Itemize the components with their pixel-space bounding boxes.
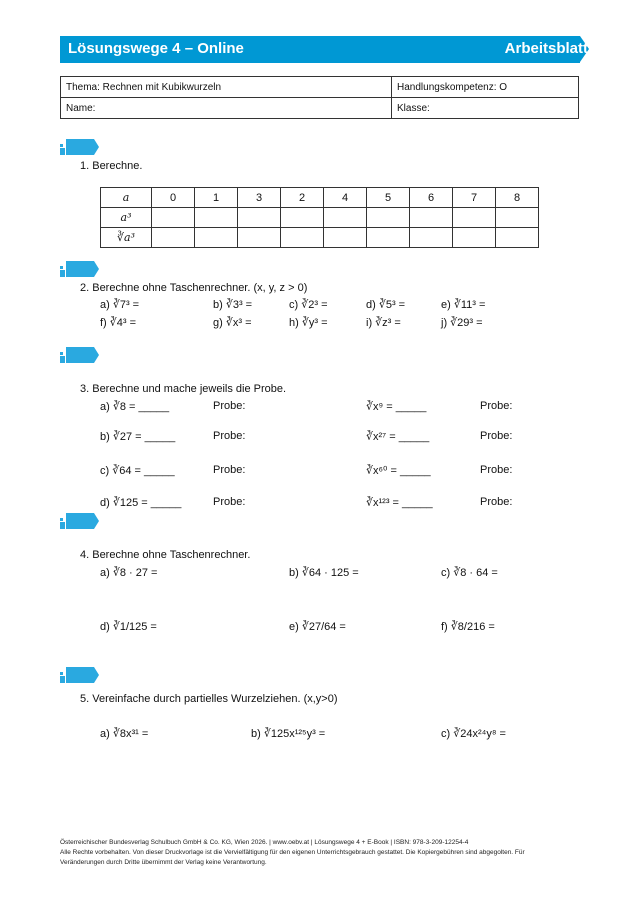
value-table [100,187,539,248]
answer-cell[interactable] [496,228,539,248]
header-worksheet-label: Arbeitsblatt [504,40,588,57]
exercise-item: a) ∛8 = _____ [100,401,170,413]
answer-cell[interactable] [367,208,410,228]
task3-title: 3. Berechne und mache jeweils die Probe. [80,383,287,395]
table-cell: 0 [152,188,195,208]
answer-cell[interactable] [281,228,324,248]
exercise-item: e) ∛27/64 = [289,621,346,633]
answer-cell[interactable] [410,228,453,248]
exercise-item: a) ∛8 · 27 = [100,567,158,579]
answer-cell[interactable] [195,208,238,228]
answer-cell[interactable] [496,208,539,228]
table-cell: 1 [195,188,238,208]
table-row [101,188,539,208]
exercise-item: ∛x⁶⁰ = _____ [366,465,431,477]
task5-title: 5. Vereinfache durch partielles Wurzelziehen. (x,y>0) [80,693,338,705]
exercise-item: c) ∛2³ = [289,299,328,311]
exercise-item: d) ∛1/125 = [100,621,157,633]
exercise-item: d) ∛125 = _____ [100,497,182,509]
table-cell: 8 [496,188,539,208]
answer-cell[interactable] [453,228,496,248]
exercise-item: b) ∛64 · 125 = [289,567,359,579]
exercise-item: f) ∛8/216 = [441,621,495,633]
task1-title: 1. Berechne. [80,160,143,172]
exercise-item: a) ∛8x³¹ = [100,728,149,740]
table-cell: 4 [324,188,367,208]
footer-line: Veränderungen durch Dritte übernimmt der Verlag keine Verantwortung. [60,858,267,866]
probe-label: Probe: [480,496,513,508]
footer [60,838,580,867]
table-cell: 7 [453,188,496,208]
exercise-item: a) ∛7³ = [100,299,140,311]
footer-line: Österreichischer Bundesverlag Schulbuch GmbH & Co. KG, Wien 2026. | www.oebv.at | Lösungswege 4 + E-Book | ISBN: 978-3-209-12254-4 [60,839,469,846]
class-cell[interactable]: Klasse: [392,98,579,119]
task-marker-icon [60,513,94,529]
exercise-item: ∛x¹²³ = _____ [366,497,433,509]
exercise-item: h) ∛y³ = [289,317,328,329]
exercise-item: c) ∛24x²⁴y⁸ = [441,728,506,740]
task-marker-icon [60,139,94,155]
name-cell[interactable]: Name: [61,98,392,119]
table-row [101,208,539,228]
exercise-item: f) ∛4³ = [100,317,137,329]
row-label: a³ [101,208,152,228]
exercise-item: b) ∛27 = _____ [100,431,176,443]
answer-cell[interactable] [453,208,496,228]
probe-label: Probe: [213,496,246,508]
table-cell: 6 [410,188,453,208]
probe-label: Probe: [480,464,513,476]
footer-line: Alle Rechte vorbehalten. Von dieser Druckvorlage ist die Vervielfältigung für den eigenen Unterrichtsgebrauch gestattet. Die Kopiergebühren sind abgegolten. Für [60,848,525,856]
table-cell: 5 [367,188,410,208]
exercise-item: c) ∛8 · 64 = [441,567,498,579]
probe-label: Probe: [213,400,246,412]
task-marker-icon [60,347,94,363]
exercise-item: g) ∛x³ = [213,317,252,329]
task2-title: 2. Berechne ohne Taschenrechner. (x, y, z > 0) [80,282,308,294]
probe-label: Probe: [213,464,246,476]
answer-cell[interactable] [410,208,453,228]
exercise-item: ∛x²⁷ = _____ [366,431,430,443]
probe-label: Probe: [480,400,513,412]
row-label: ∛a³ [101,228,152,248]
exercise-item: e) ∛11³ = [441,299,486,311]
exercise-item: c) ∛64 = _____ [100,465,175,477]
exercise-item: b) ∛125x¹²⁵y³ = [251,728,326,740]
answer-cell[interactable] [152,208,195,228]
answer-cell[interactable] [324,228,367,248]
exercise-item: d) ∛5³ = [366,299,406,311]
task4-title: 4. Berechne ohne Taschenrechner. [80,549,251,561]
table-row [101,228,539,248]
exercise-item: i) ∛z³ = [366,317,401,329]
exercise-item: j) ∛29³ = [441,317,483,329]
task-marker-icon [60,667,94,683]
task-marker-icon [60,261,94,277]
answer-cell[interactable] [195,228,238,248]
probe-label: Probe: [213,430,246,442]
header-title: Lösungswege 4 – Online [68,40,244,57]
topic-cell: Thema: Rechnen mit Kubikwurzeln [61,77,392,98]
probe-label: Probe: [480,430,513,442]
exercise-item: ∛x⁹ = _____ [366,401,427,413]
info-table [60,76,579,119]
answer-cell[interactable] [152,228,195,248]
exercise-item: b) ∛3³ = [213,299,253,311]
row-label: a [101,188,152,208]
answer-cell[interactable] [281,208,324,228]
table-cell: 3 [238,188,281,208]
answer-cell[interactable] [367,228,410,248]
answer-cell[interactable] [238,228,281,248]
answer-cell[interactable] [324,208,367,228]
table-cell: 2 [281,188,324,208]
competence-cell: Handlungskompetenz: O [392,77,579,98]
answer-cell[interactable] [238,208,281,228]
